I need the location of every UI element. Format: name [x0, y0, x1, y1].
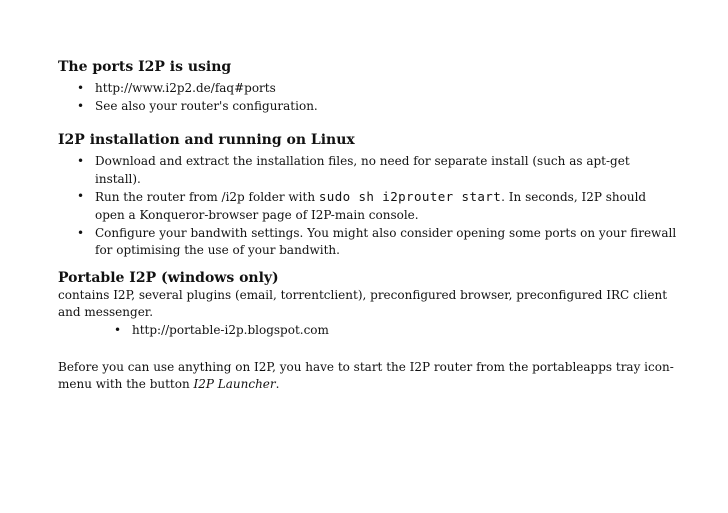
linux-step-download: • Download and extract the installation files, no need for separate install (such as apt-get install).: [58, 153, 678, 188]
paragraph-spacer: [58, 340, 678, 359]
ports-heading: The ports I2P is using: [58, 59, 232, 75]
launcher-button-name: I2P Launcher: [193, 377, 276, 392]
ports-router-config-item: • See also your router's configuration.: [58, 98, 678, 116]
linux-heading: I2P installation and running on Linux: [58, 132, 355, 149]
linux-step-run: [58, 188, 678, 224]
linux-steps-list: [58, 153, 678, 260]
portable-section: [58, 269, 678, 394]
launch-note-text: Before you can use anything on I2P, you have to start the I2P router from the portableapps tray icon-menu with the button: [58, 359, 674, 392]
document-page: [58, 58, 678, 394]
launch-note-period: .: [275, 377, 280, 392]
ports-list: [58, 80, 678, 115]
linux-step-configure: • Configure your bandwith settings. You might also consider opening some ports on your firewall for optimising the use of your bandwith.: [58, 225, 678, 260]
ports-section: [58, 58, 678, 115]
portable-description: contains I2P, several plugins (email, torrentclient), preconfigured browser, preconfigured IRC client and messenger.: [58, 287, 668, 320]
linux-step-run-text-after: . In seconds, I2P should open a Konqueror-browser page of I2P-main console.: [95, 190, 647, 222]
linux-step-run-text: Run the router from /i2p folder with: [95, 190, 319, 205]
portable-heading: Portable I2P (windows only): [58, 269, 279, 286]
linux-section: [58, 131, 678, 260]
portable-blog-link[interactable]: • http://portable-i2p.blogspot.com: [58, 322, 678, 340]
ports-faq-link[interactable]: • http://www.i2p2.de/faq#ports: [58, 80, 678, 98]
portable-links-list: [58, 322, 678, 340]
router-start-command: sudo sh i2prouter start: [318, 189, 502, 205]
portable-launch-note: [58, 359, 678, 394]
